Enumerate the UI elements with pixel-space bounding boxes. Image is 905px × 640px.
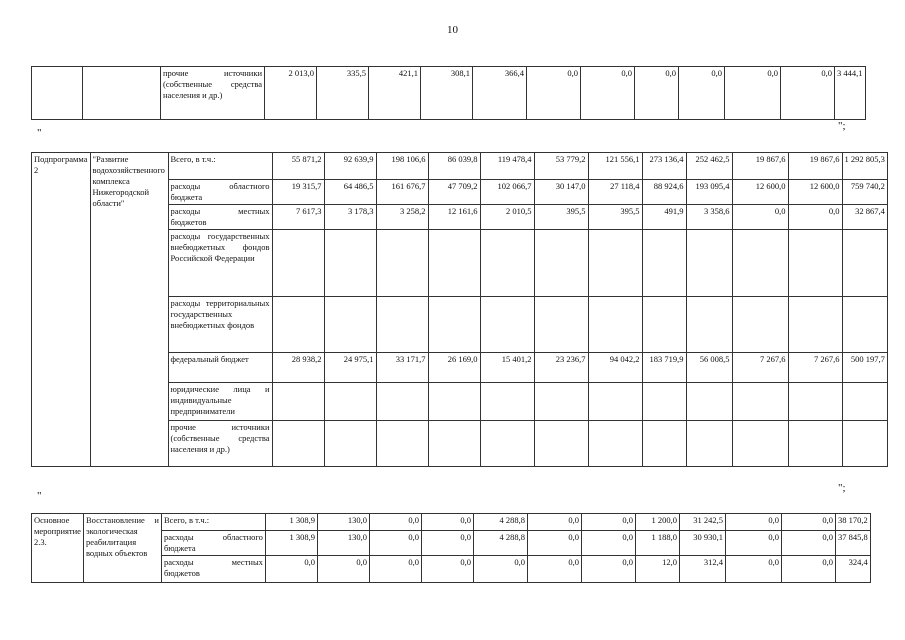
value-cell <box>428 230 480 297</box>
value-cell <box>588 230 642 297</box>
value-cell: 0,0 <box>421 531 473 556</box>
value-cell: 366,4 <box>473 67 527 120</box>
row-label: расходы территориальных государственных внебюджетных фондов <box>168 297 272 353</box>
value-cell: 12 600,0 <box>732 180 788 205</box>
value-cell: 88 924,6 <box>642 180 686 205</box>
value-cell: 0,0 <box>421 556 473 583</box>
value-cell: 7 617,3 <box>272 205 324 230</box>
value-cell <box>480 297 534 353</box>
value-cell: 0,0 <box>527 531 581 556</box>
value-cell: 0,0 <box>317 556 369 583</box>
value-cell: 37 845,8 <box>835 531 870 556</box>
value-cell: 28 938,2 <box>272 353 324 383</box>
value-cell: 500 197,7 <box>842 353 887 383</box>
value-cell <box>842 383 887 421</box>
value-cell: 19 315,7 <box>272 180 324 205</box>
value-cell: 30 930,1 <box>679 531 725 556</box>
value-cell: 121 556,1 <box>588 153 642 180</box>
value-cell: 119 478,4 <box>480 153 534 180</box>
value-cell: 1 188,0 <box>635 531 679 556</box>
value-cell <box>732 421 788 467</box>
subprogram-code: Подпрограмма 2 <box>32 153 91 467</box>
value-cell: 38 170,2 <box>835 514 870 531</box>
value-cell: 2 010,5 <box>480 205 534 230</box>
value-cell: 1 308,9 <box>265 514 317 531</box>
value-cell: 308,1 <box>421 67 473 120</box>
opening-quote-1: " <box>37 127 42 139</box>
value-cell: 759 740,2 <box>842 180 887 205</box>
value-cell: 0,0 <box>781 514 835 531</box>
value-cell: 102 066,7 <box>480 180 534 205</box>
value-cell: 0,0 <box>725 531 781 556</box>
value-cell: 193 095,4 <box>686 180 732 205</box>
value-cell <box>686 230 732 297</box>
value-cell: 0,0 <box>781 67 835 120</box>
value-cell <box>272 383 324 421</box>
value-cell <box>376 383 428 421</box>
value-cell: 0,0 <box>473 556 527 583</box>
value-cell <box>686 297 732 353</box>
subprogram-name: "Развитие водохозяйственного комплекса Нижегородской области" <box>90 153 168 467</box>
page-number: 10 <box>447 24 458 36</box>
value-cell: 395,5 <box>588 205 642 230</box>
value-cell <box>788 230 842 297</box>
value-cell <box>428 297 480 353</box>
row-label: прочие источники (собственные средства населения и др.) <box>168 421 272 467</box>
value-cell <box>376 230 428 297</box>
value-cell: 0,0 <box>732 205 788 230</box>
value-cell: 56 008,5 <box>686 353 732 383</box>
value-cell <box>788 383 842 421</box>
value-cell: 0,0 <box>527 514 581 531</box>
value-cell <box>788 421 842 467</box>
continuation-table <box>31 66 866 120</box>
row-label: прочие источники (собственные средства населения и др.) <box>161 67 265 120</box>
empty-cell <box>83 67 161 120</box>
value-cell <box>642 297 686 353</box>
value-cell <box>686 383 732 421</box>
value-cell <box>642 383 686 421</box>
value-cell: 31 242,5 <box>679 514 725 531</box>
value-cell: 0,0 <box>725 514 781 531</box>
value-cell <box>842 421 887 467</box>
value-cell <box>534 421 588 467</box>
value-cell: 0,0 <box>725 67 781 120</box>
value-cell: 0,0 <box>527 67 581 120</box>
value-cell: 161 676,7 <box>376 180 428 205</box>
value-cell <box>324 421 376 467</box>
value-cell: 273 136,4 <box>642 153 686 180</box>
value-cell: 27 118,4 <box>588 180 642 205</box>
value-cell <box>272 230 324 297</box>
value-cell <box>324 230 376 297</box>
value-cell: 15 401,2 <box>480 353 534 383</box>
value-cell: 0,0 <box>527 556 581 583</box>
value-cell <box>686 421 732 467</box>
row-label: Всего, в т.ч.: <box>161 514 265 531</box>
value-cell: 0,0 <box>781 556 835 583</box>
value-cell <box>428 421 480 467</box>
value-cell: 32 867,4 <box>842 205 887 230</box>
value-cell: 0,0 <box>788 205 842 230</box>
value-cell: 3 178,3 <box>324 205 376 230</box>
measure-table <box>31 513 871 583</box>
value-cell <box>376 297 428 353</box>
value-cell: 1 308,9 <box>265 531 317 556</box>
value-cell <box>732 383 788 421</box>
value-cell: 30 147,0 <box>534 180 588 205</box>
row-label: федеральный бюджет <box>168 353 272 383</box>
value-cell <box>376 421 428 467</box>
value-cell: 0,0 <box>369 556 421 583</box>
value-cell <box>534 297 588 353</box>
value-cell: 64 486,5 <box>324 180 376 205</box>
value-cell <box>428 383 480 421</box>
value-cell <box>324 383 376 421</box>
value-cell: 55 871,2 <box>272 153 324 180</box>
value-cell: 130,0 <box>317 531 369 556</box>
value-cell <box>732 297 788 353</box>
value-cell: 0,0 <box>581 556 635 583</box>
value-cell: 3 358,6 <box>686 205 732 230</box>
value-cell: 0,0 <box>369 514 421 531</box>
value-cell: 53 779,2 <box>534 153 588 180</box>
value-cell: 0,0 <box>781 531 835 556</box>
value-cell: 19 867,6 <box>788 153 842 180</box>
row-label: Всего, в т.ч.: <box>168 153 272 180</box>
value-cell: 395,5 <box>534 205 588 230</box>
value-cell <box>588 297 642 353</box>
table-row <box>32 67 866 120</box>
measure-name: Восстановление и экологическая реабилитация водных объектов <box>83 514 161 583</box>
value-cell <box>272 297 324 353</box>
value-cell: 0,0 <box>581 67 635 120</box>
value-cell <box>272 421 324 467</box>
value-cell <box>534 383 588 421</box>
value-cell <box>324 297 376 353</box>
empty-cell <box>32 67 83 120</box>
value-cell: 26 169,0 <box>428 353 480 383</box>
value-cell: 0,0 <box>265 556 317 583</box>
value-cell: 7 267,6 <box>788 353 842 383</box>
value-cell: 1 292 805,3 <box>842 153 887 180</box>
subprogram-table <box>31 152 888 467</box>
value-cell: 2 013,0 <box>265 67 317 120</box>
value-cell <box>480 421 534 467</box>
value-cell: 4 288,8 <box>473 514 527 531</box>
table-row <box>32 514 871 531</box>
row-label: расходы местных бюджетов <box>168 205 272 230</box>
value-cell <box>732 230 788 297</box>
row-label: расходы областного бюджета <box>161 531 265 556</box>
value-cell: 94 042,2 <box>588 353 642 383</box>
value-cell <box>588 421 642 467</box>
value-cell <box>642 230 686 297</box>
measure-code: Основное мероприятие 2.3. <box>32 514 84 583</box>
value-cell <box>534 230 588 297</box>
value-cell: 0,0 <box>725 556 781 583</box>
value-cell: 252 462,5 <box>686 153 732 180</box>
closing-quote-1: "; <box>838 120 846 132</box>
value-cell: 335,5 <box>317 67 369 120</box>
value-cell <box>480 230 534 297</box>
value-cell: 491,9 <box>642 205 686 230</box>
value-cell: 0,0 <box>421 514 473 531</box>
value-cell: 3 444,1 <box>835 67 866 120</box>
value-cell: 12,0 <box>635 556 679 583</box>
value-cell: 7 267,6 <box>732 353 788 383</box>
value-cell: 0,0 <box>369 531 421 556</box>
value-cell: 312,4 <box>679 556 725 583</box>
row-label: расходы местных бюджетов <box>161 556 265 583</box>
row-label: расходы государственных внебюджетных фондов Российской Федерации <box>168 230 272 297</box>
value-cell: 0,0 <box>581 531 635 556</box>
value-cell: 324,4 <box>835 556 870 583</box>
value-cell: 12 600,0 <box>788 180 842 205</box>
value-cell: 23 236,7 <box>534 353 588 383</box>
value-cell: 12 161,6 <box>428 205 480 230</box>
value-cell <box>588 383 642 421</box>
value-cell: 92 639,9 <box>324 153 376 180</box>
row-label: расходы областного бюджета <box>168 180 272 205</box>
value-cell: 86 039,8 <box>428 153 480 180</box>
value-cell: 1 200,0 <box>635 514 679 531</box>
opening-quote-2: " <box>37 490 42 502</box>
value-cell: 183 719,9 <box>642 353 686 383</box>
value-cell: 130,0 <box>317 514 369 531</box>
value-cell: 4 288,8 <box>473 531 527 556</box>
value-cell: 198 106,6 <box>376 153 428 180</box>
value-cell <box>642 421 686 467</box>
closing-quote-2: "; <box>838 482 846 494</box>
value-cell: 3 258,2 <box>376 205 428 230</box>
value-cell: 0,0 <box>679 67 725 120</box>
value-cell: 0,0 <box>635 67 679 120</box>
value-cell: 0,0 <box>581 514 635 531</box>
value-cell: 19 867,6 <box>732 153 788 180</box>
value-cell <box>788 297 842 353</box>
value-cell: 33 171,7 <box>376 353 428 383</box>
value-cell <box>842 297 887 353</box>
value-cell: 421,1 <box>369 67 421 120</box>
value-cell: 47 709,2 <box>428 180 480 205</box>
value-cell <box>842 230 887 297</box>
table-row <box>32 153 888 180</box>
value-cell <box>480 383 534 421</box>
value-cell: 24 975,1 <box>324 353 376 383</box>
row-label: юридические лица и индивидуальные предприниматели <box>168 383 272 421</box>
